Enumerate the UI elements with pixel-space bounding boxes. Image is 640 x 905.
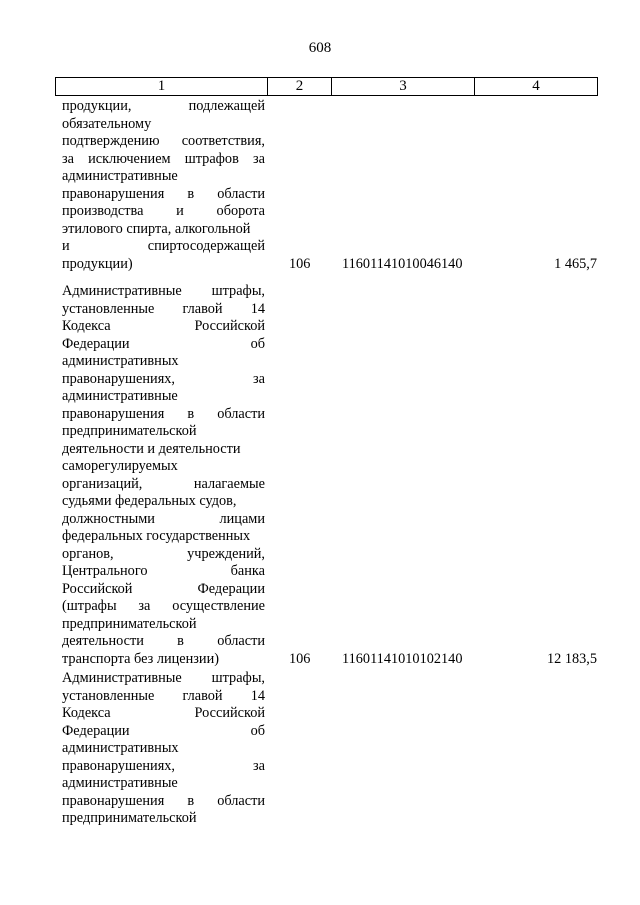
description-line (62, 98, 265, 116)
description-word: установленные (62, 300, 155, 317)
column-header-1: 1 (56, 78, 268, 96)
description-word: в (187, 185, 195, 202)
column-header-3: 3 (332, 78, 475, 96)
description-word: Центрального (62, 563, 148, 579)
description-line (62, 151, 265, 169)
description-word: области (217, 792, 265, 809)
description-line (62, 758, 265, 776)
description-word: правонарушения (62, 185, 165, 202)
description-line (62, 476, 265, 494)
description-word: учреждений, (187, 545, 265, 562)
description-line (62, 581, 265, 599)
description-word: Российской (194, 705, 265, 721)
description-line (62, 221, 265, 239)
description-line (62, 318, 265, 336)
description-line (62, 688, 265, 706)
row-description (62, 670, 265, 828)
description-line (62, 651, 265, 669)
row-kbk-code: 11601141010102140 (342, 650, 463, 667)
description-line (62, 723, 265, 741)
description-line (62, 633, 265, 651)
description-line (62, 283, 265, 301)
description-line (62, 563, 265, 581)
description-line (62, 186, 265, 204)
description-word: административные (62, 775, 178, 791)
description-word: и (62, 238, 70, 254)
description-line (62, 133, 265, 151)
description-word: должностными (62, 510, 155, 527)
description-word: административные (62, 388, 178, 404)
column-header-2: 2 (268, 78, 332, 96)
description-line (62, 116, 265, 134)
description-word: установленные (62, 687, 155, 704)
description-line (62, 546, 265, 564)
description-line (62, 511, 265, 529)
description-word: области (217, 185, 265, 202)
description-line (62, 203, 265, 221)
description-word: предпринимательской (62, 423, 197, 439)
column-header-4: 4 (475, 78, 598, 96)
description-line (62, 301, 265, 319)
description-word: за (252, 150, 265, 167)
description-word: штрафы, (211, 670, 265, 686)
description-word: Кодекса (62, 318, 111, 334)
description-word: области (217, 633, 265, 649)
description-word: деятельности и деятельности (62, 440, 241, 457)
description-word: Федерации (62, 722, 130, 739)
description-word: Административные (62, 670, 182, 686)
description-word: административных (62, 353, 179, 369)
description-line (62, 598, 265, 616)
description-word: Федерации (197, 580, 265, 597)
description-line (62, 423, 265, 441)
description-word: продукции, (62, 98, 132, 114)
description-line (62, 793, 265, 811)
description-word: правонарушения (62, 405, 165, 422)
description-line (62, 406, 265, 424)
description-word: Административные (62, 283, 182, 299)
description-word: и (176, 203, 184, 219)
row-description (62, 98, 265, 273)
description-word: Кодекса (62, 705, 111, 721)
description-line (62, 458, 265, 476)
row-column-2: 106 (289, 255, 311, 272)
description-line (62, 810, 265, 828)
description-word: главой (182, 687, 223, 704)
description-word: за (253, 370, 265, 387)
description-line (62, 238, 265, 256)
description-word: судьями федеральных судов, (62, 493, 237, 509)
description-word: 14 (250, 300, 265, 317)
description-word: главой (182, 300, 223, 317)
description-line (62, 388, 265, 406)
description-word: производства (62, 203, 144, 219)
description-word: обязательному (62, 115, 152, 132)
description-word: организаций, (62, 475, 143, 492)
description-line (62, 775, 265, 793)
description-word: лицами (219, 510, 265, 527)
description-line (62, 616, 265, 634)
description-word: транспорта без лицензии) (62, 650, 219, 667)
row-amount: 12 183,5 (546, 650, 597, 667)
description-line (62, 493, 265, 511)
description-word: Российской (62, 580, 133, 597)
description-word: исключением (88, 150, 171, 167)
description-word: федеральных государственных (62, 528, 251, 544)
description-word: правонарушения (62, 792, 165, 809)
description-word: об (250, 722, 265, 739)
row-description (62, 283, 265, 668)
description-word: в (177, 633, 184, 649)
description-word: (штрафы (62, 598, 117, 614)
row-column-2: 106 (289, 650, 311, 667)
description-line (62, 168, 265, 186)
description-word: продукции) (62, 255, 133, 272)
description-word: административных (62, 740, 179, 756)
description-line (62, 740, 265, 758)
description-word: за (253, 757, 265, 774)
description-word: за (138, 598, 151, 614)
row-amount: 1 465,7 (554, 255, 597, 272)
description-line (62, 371, 265, 389)
description-word: области (217, 405, 265, 422)
description-word: правонарушениях, (62, 757, 176, 774)
description-word: осуществление (172, 598, 265, 614)
description-word: оборота (216, 203, 265, 219)
description-word: подтверждению (62, 133, 160, 149)
description-word: Российской (194, 318, 265, 334)
description-line (62, 336, 265, 354)
description-word: налагаемые (193, 475, 265, 492)
description-word: предпринимательской (62, 810, 197, 826)
description-line (62, 705, 265, 723)
page-number: 608 (308, 40, 332, 56)
description-word: подлежащей (188, 98, 265, 114)
description-word: банка (230, 563, 265, 579)
description-line (62, 528, 265, 546)
description-word: об (250, 335, 265, 352)
description-word: соответствия, (181, 133, 265, 149)
description-word: органов, (62, 545, 114, 562)
description-word: саморегулируемых (62, 458, 178, 474)
description-word: Федерации (62, 335, 130, 352)
description-word: деятельности (62, 633, 144, 649)
description-line (62, 353, 265, 371)
row-kbk-code: 11601141010046140 (342, 255, 463, 272)
table-header (55, 77, 598, 96)
description-word: административные (62, 168, 178, 184)
description-line (62, 256, 265, 274)
description-word: в (187, 405, 195, 422)
description-word: штрафы, (211, 283, 265, 299)
description-word: за (62, 150, 74, 167)
description-word: правонарушениях, (62, 370, 176, 387)
description-word: этилового спирта, алкогольной (62, 220, 251, 237)
description-word: в (187, 792, 195, 809)
description-word: предпринимательской (62, 615, 197, 632)
description-line (62, 441, 265, 459)
description-line (62, 670, 265, 688)
description-word: штрафов (184, 150, 239, 167)
description-word: спиртосодержащей (147, 238, 265, 254)
description-word: 14 (250, 687, 265, 704)
